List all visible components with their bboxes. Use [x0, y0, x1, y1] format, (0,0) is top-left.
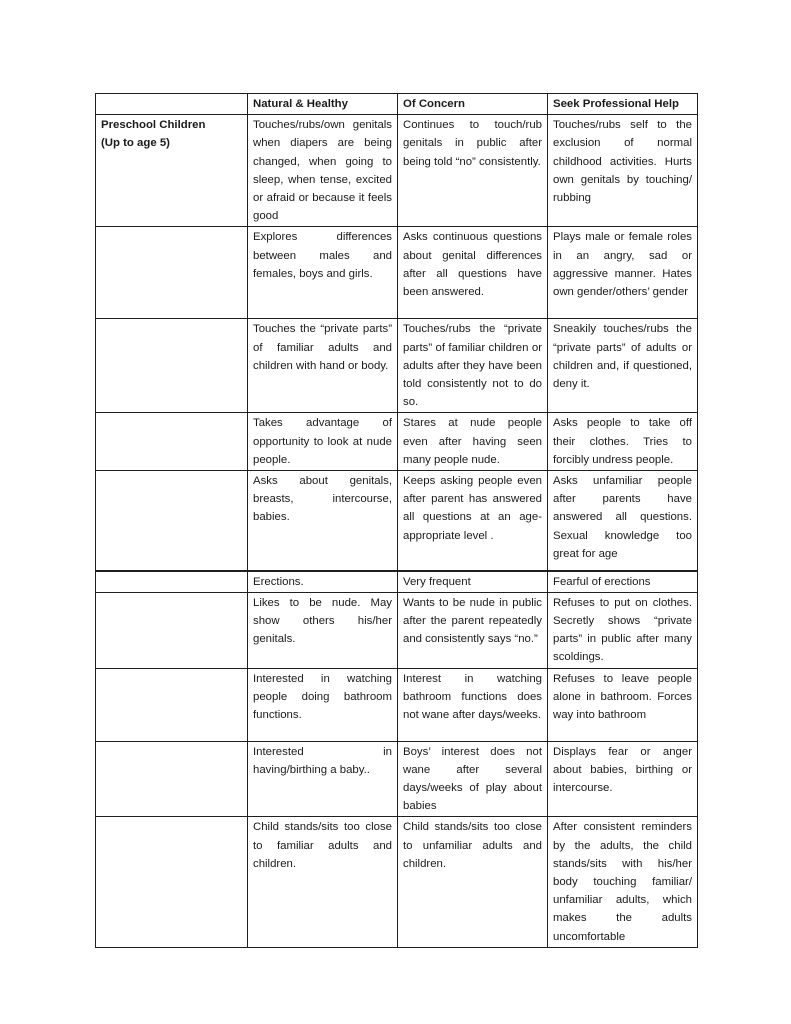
table-row: [96, 817, 698, 947]
natural-cell: Interested in having/birthing a baby..: [248, 741, 398, 817]
col-header-concern: Of Concern: [398, 94, 548, 115]
group-label-cell: [96, 741, 248, 817]
col-header-group: [96, 94, 248, 115]
natural-cell: Asks about genitals, breasts, intercourse, babies.: [248, 471, 398, 571]
group-label-cell: [96, 668, 248, 741]
help-cell: Fearful of erections: [548, 571, 698, 593]
col-header-help: Seek Professional Help: [548, 94, 698, 115]
concern-cell: Asks continuous questions about genital differences after all questions have been answered.: [398, 227, 548, 319]
concern-cell: Interest in watching bathroom functions does not wane after days/weeks.: [398, 668, 548, 741]
group-label-cell: [96, 817, 248, 947]
group-label-cell: [96, 413, 248, 471]
natural-cell: Explores differences between males and females, boys and girls.: [248, 227, 398, 319]
concern-cell: Touches/rubs the “private parts” of familiar children or adults after they have been told consistently not to do so.: [398, 319, 548, 413]
natural-cell: Erections.: [248, 571, 398, 593]
help-cell: Asks people to take off their clothes. Tries to forcibly undress people.: [548, 413, 698, 471]
natural-cell: Takes advantage of opportunity to look at nude people.: [248, 413, 398, 471]
concern-cell: Stares at nude people even after having seen many people nude.: [398, 413, 548, 471]
group-label-cell: [96, 471, 248, 571]
group-label-cell: [96, 571, 248, 593]
table-row: [96, 668, 698, 741]
natural-cell: Interested in watching people doing bathroom functions.: [248, 668, 398, 741]
group-label-cell: [96, 227, 248, 319]
group-label-cell: [96, 319, 248, 413]
concern-cell: Continues to touch/rub genitals in public after being told “no” consistently.: [398, 115, 548, 227]
table-row: [96, 741, 698, 817]
group-title: Preschool Children: [101, 119, 206, 132]
group-subtitle: (Up to age 5): [101, 137, 170, 150]
help-cell: Displays fear or anger about babies, birthing or intercourse.: [548, 741, 698, 817]
concern-cell: Very frequent: [398, 571, 548, 593]
concern-cell: Child stands/sits too close to unfamiliar adults and children.: [398, 817, 548, 947]
help-cell: Sneakily touches/rubs the “private parts” of adults or children and, if questioned, deny it.: [548, 319, 698, 413]
table-row: [96, 571, 698, 593]
concern-cell: Boys’ interest does not wane after several days/weeks of play about babies: [398, 741, 548, 817]
natural-cell: Child stands/sits too close to familiar adults and children.: [248, 817, 398, 947]
table-row: [96, 592, 698, 668]
table-row: [96, 227, 698, 319]
natural-cell: Touches/rubs/own genitals when diapers are being changed, when going to sleep, when tense, excited or afraid or because it feels good: [248, 115, 398, 227]
help-cell: Touches/rubs self to the exclusion of normal childhood activities. Hurts own genitals by touching/ rubbing: [548, 115, 698, 227]
table-row: [96, 413, 698, 471]
natural-cell: Likes to be nude. May show others his/her genitals.: [248, 592, 398, 668]
table-row: [96, 319, 698, 413]
table-row: [96, 471, 698, 571]
behavior-table: [95, 93, 698, 948]
group-label-cell: [96, 592, 248, 668]
col-header-natural: Natural & Healthy: [248, 94, 398, 115]
help-cell: After consistent reminders by the adults, the child stands/sits with his/her body touching familiar/ unfamiliar adults, which makes the adults uncomfortable: [548, 817, 698, 947]
help-cell: Refuses to put on clothes. Secretly shows “private parts” in public after many scoldings.: [548, 592, 698, 668]
group-label-cell: [96, 115, 248, 227]
help-cell: Refuses to leave people alone in bathroom. Forces way into bathroom: [548, 668, 698, 741]
header-row: [96, 94, 698, 115]
table-row: [96, 115, 698, 227]
natural-cell: Touches the “private parts” of familiar adults and children with hand or body.: [248, 319, 398, 413]
help-cell: Asks unfamiliar people after parents have answered all questions. Sexual knowledge too great for age: [548, 471, 698, 571]
help-cell: Plays male or female roles in an angry, sad or aggressive manner. Hates own gender/others’ gender: [548, 227, 698, 319]
concern-cell: Keeps asking people even after parent has answered all questions at an age-appropriate level .: [398, 471, 548, 571]
concern-cell: Wants to be nude in public after the parent repeatedly and consistently says “no.”: [398, 592, 548, 668]
